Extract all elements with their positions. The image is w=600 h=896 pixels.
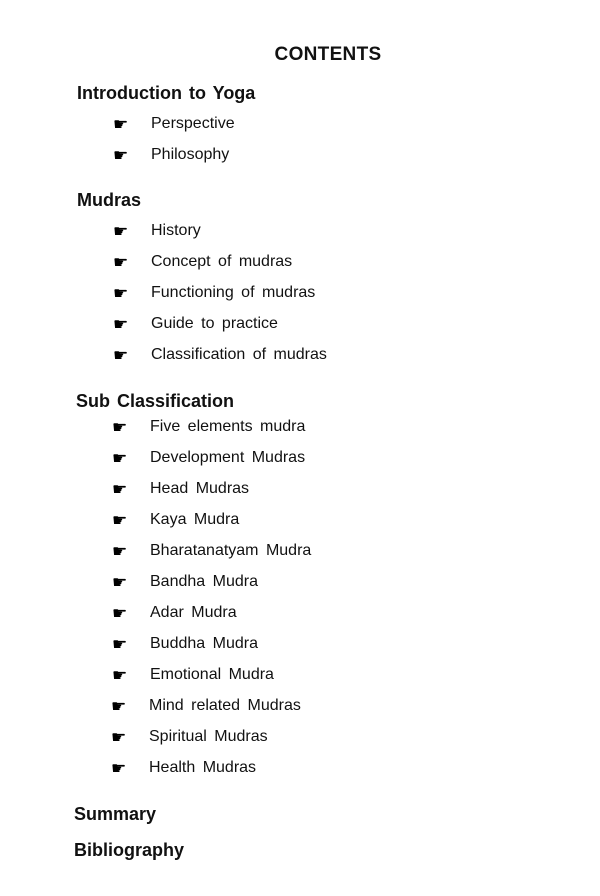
pointing-hand-icon: ☛	[112, 665, 128, 685]
list-item	[111, 697, 301, 715]
list-item-label: History	[151, 222, 201, 239]
list-item-label: Perspective	[151, 115, 235, 132]
list-item	[112, 666, 274, 684]
pointing-hand-icon: ☛	[113, 345, 129, 365]
list-item-label: Kaya Mudra	[150, 511, 240, 528]
list-item	[111, 728, 268, 746]
list-item-label: Five elements mudra	[150, 418, 306, 435]
pointing-hand-icon: ☛	[111, 727, 127, 747]
list-item	[111, 759, 256, 777]
list-item	[112, 604, 237, 622]
list-item-label: Spiritual Mudras	[149, 728, 268, 745]
list-item	[112, 418, 305, 436]
list-item-label: Bandha Mudra	[150, 573, 258, 590]
pointing-hand-icon: ☛	[112, 479, 128, 499]
list-item-label: Development Mudras	[150, 449, 306, 466]
list-item-label: Adar Mudra	[150, 604, 237, 621]
section-heading-mudras: Mudras	[77, 190, 142, 210]
list-item-label: Bharatanatyam Mudra	[150, 542, 312, 559]
section-heading-summary: Summary	[74, 804, 157, 824]
pointing-hand-icon: ☛	[111, 696, 127, 716]
list-item-label: Head Mudras	[150, 480, 250, 497]
list-item-label: Emotional Mudra	[150, 666, 274, 683]
pointing-hand-icon: ☛	[113, 314, 129, 334]
list-item	[113, 253, 292, 271]
list-item	[113, 115, 235, 133]
pointing-hand-icon: ☛	[112, 510, 128, 530]
section-heading-introduction: Introduction to Yoga	[77, 83, 256, 103]
list-item	[113, 222, 201, 240]
page-title: CONTENTS	[274, 44, 382, 65]
list-item	[112, 542, 311, 560]
pointing-hand-icon: ☛	[113, 283, 129, 303]
section-heading-bibliography: Bibliography	[74, 840, 185, 860]
list-item	[113, 146, 229, 164]
list-item	[113, 346, 327, 364]
pointing-hand-icon: ☛	[112, 417, 128, 437]
list-item-label: Health Mudras	[149, 759, 257, 776]
list-item	[112, 573, 258, 591]
list-item	[112, 511, 239, 529]
pointing-hand-icon: ☛	[113, 114, 129, 134]
list-item-label: Concept of mudras	[151, 253, 293, 270]
list-item-label: Classification of mudras	[151, 346, 327, 363]
pointing-hand-icon: ☛	[113, 252, 129, 272]
list-item-label: Guide to practice	[151, 315, 278, 332]
list-item-label: Buddha Mudra	[150, 635, 258, 652]
list-item	[112, 449, 305, 467]
list-item	[113, 315, 278, 333]
pointing-hand-icon: ☛	[112, 634, 128, 654]
pointing-hand-icon: ☛	[111, 758, 127, 778]
list-item	[112, 480, 249, 498]
section-heading-sub-classification: Sub Classification	[76, 391, 235, 411]
list-item-label: Philosophy	[151, 146, 230, 163]
pointing-hand-icon: ☛	[113, 145, 129, 165]
list-item-label: Functioning of mudras	[151, 284, 316, 301]
list-item-label: Mind related Mudras	[149, 697, 301, 714]
list-item	[112, 635, 258, 653]
pointing-hand-icon: ☛	[113, 221, 129, 241]
pointing-hand-icon: ☛	[112, 541, 128, 561]
pointing-hand-icon: ☛	[112, 448, 128, 468]
pointing-hand-icon: ☛	[112, 603, 128, 623]
pointing-hand-icon: ☛	[112, 572, 128, 592]
list-item	[113, 284, 315, 302]
